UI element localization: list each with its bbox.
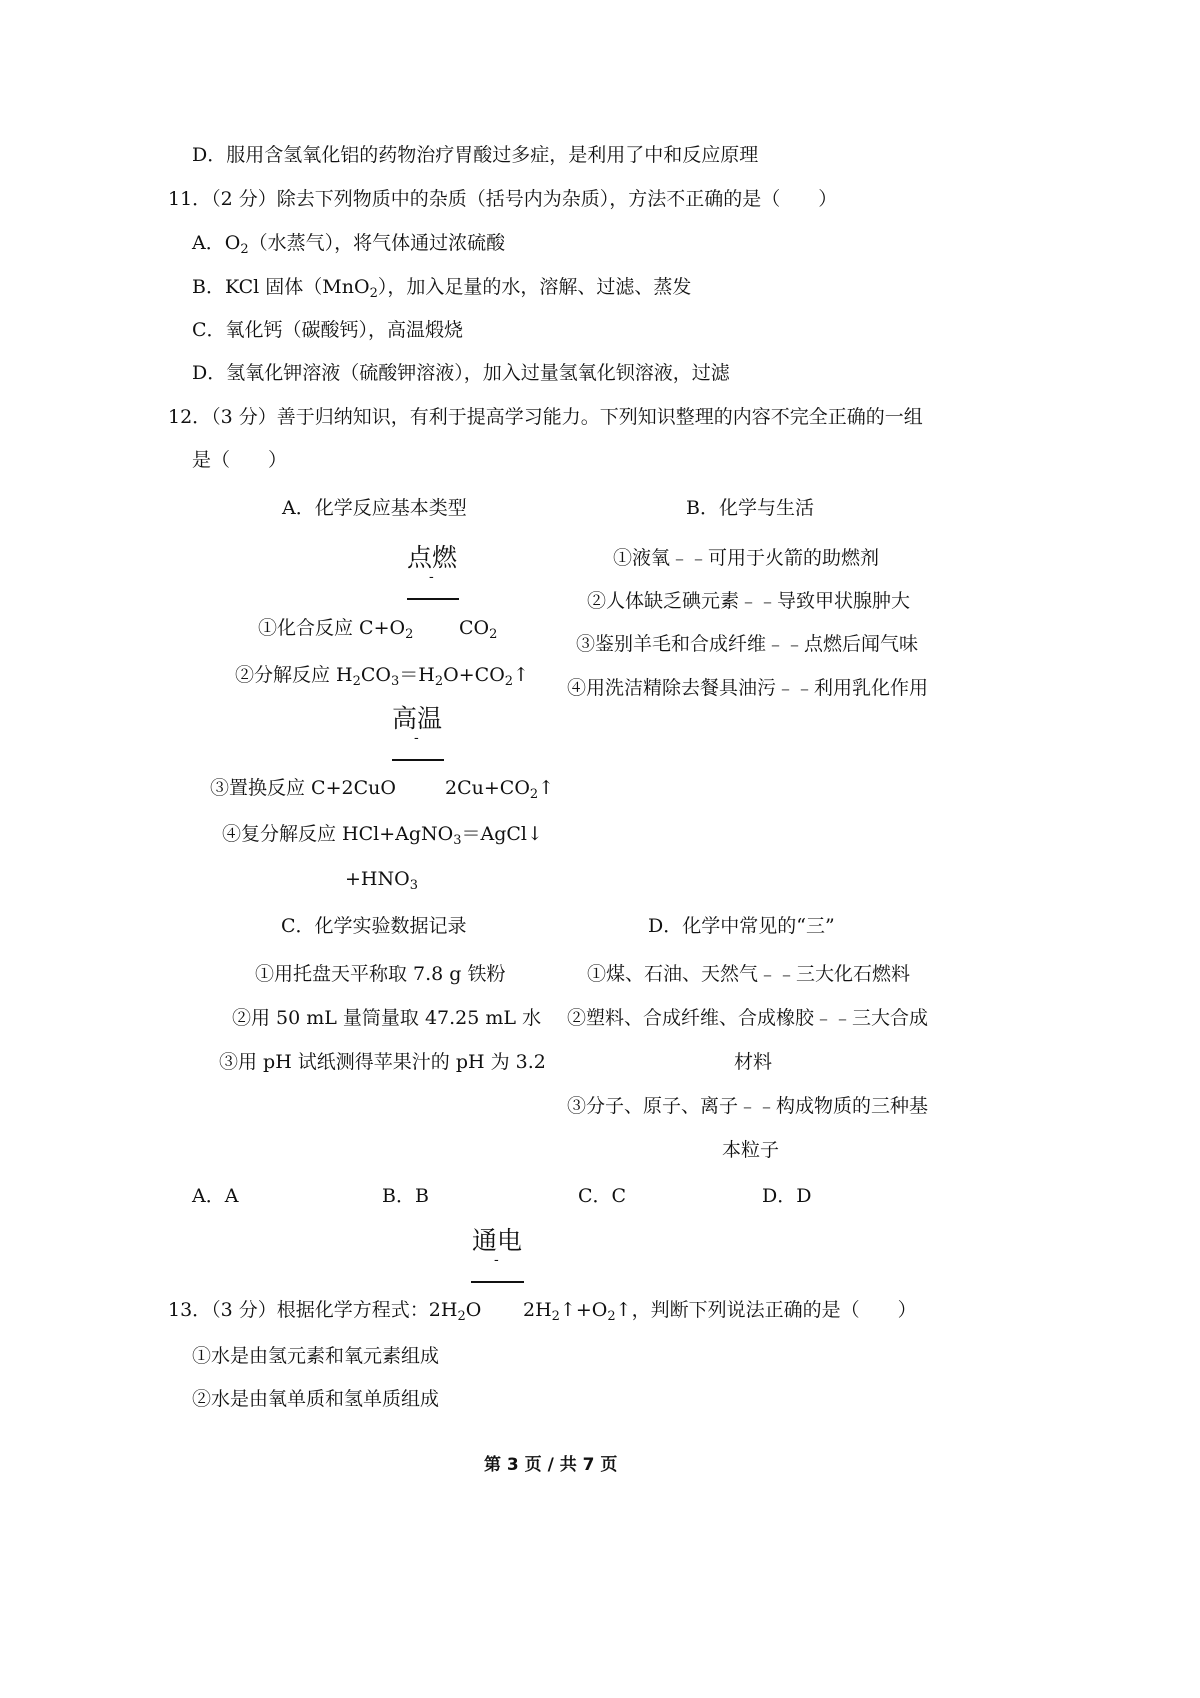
box-b-item: ④用洗洁精除去餐具油污﹣﹣利用乳化作用 bbox=[567, 677, 929, 699]
box-d-item: 本粒子 bbox=[722, 1139, 780, 1161]
box-a-item2: ②分解反应 $H_2CO_3=H_2O+CO_2↑$ bbox=[235, 664, 529, 689]
q12-option-c: C．C bbox=[578, 1185, 627, 1207]
box-c-item: ③用 pH 试纸测得苹果汁的 pH 为 3.2 bbox=[219, 1051, 546, 1073]
q11-stem: 11．（2 分）除去下列物质中的杂质（括号内为杂质），方法不正确的是（ ） bbox=[168, 188, 838, 210]
q12-option-a: A．A bbox=[192, 1185, 239, 1207]
equation-bar bbox=[392, 759, 444, 761]
q13-item: ②水是由氧单质和氢单质组成 bbox=[192, 1388, 440, 1410]
box-a-condition-heat: 高温 bbox=[392, 704, 443, 733]
equation-bar bbox=[471, 1281, 524, 1283]
condition-tick: - bbox=[494, 1252, 499, 1268]
box-a-item1: ①化合反应 $C+O_2$ bbox=[258, 617, 414, 642]
condition-tick: - bbox=[429, 569, 434, 585]
box-d-item: ②塑料、合成纤维、合成橡胶﹣﹣三大合成 bbox=[567, 1007, 929, 1029]
box-d-title: D．化学中常见的“三” bbox=[648, 915, 835, 937]
q12-option-d: D．D bbox=[762, 1185, 812, 1207]
q13-stem-right: $2H_2↑+O_2↑$，判断下列说法正确的是（ ） bbox=[523, 1299, 917, 1324]
box-c-item: ②用 50 mL 量筒量取 47.25 mL 水 bbox=[232, 1007, 542, 1029]
q10-option-d: D．服用含氢氧化铝的药物治疗胃酸过多症，是利用了中和反应原理 bbox=[192, 144, 759, 166]
box-c-item: ①用托盘天平称取 7.8 g 铁粉 bbox=[255, 963, 506, 985]
box-a-item4-cont: $+HNO_3$ bbox=[345, 868, 418, 893]
q11-option-a: A．$O_2$（水蒸气），将气体通过浓硫酸 bbox=[192, 232, 506, 257]
box-d-item: 材料 bbox=[734, 1051, 773, 1073]
q12-stem-line2: 是（ ） bbox=[192, 449, 288, 471]
box-b-item: ①液氧﹣﹣可用于火箭的助燃剂 bbox=[613, 547, 880, 569]
box-a-item4: ④复分解反应 HCl+AgNO$_3$＝AgCl↓ bbox=[222, 823, 543, 848]
q11-option-c: C．氧化钙（碳酸钙），高温煅烧 bbox=[192, 319, 464, 341]
box-d-item: ①煤、石油、天然气﹣﹣三大化石燃料 bbox=[587, 963, 911, 985]
q11-option-d: D．氢氧化钾溶液（硫酸钾溶液），加入过量氢氧化钡溶液，过滤 bbox=[192, 362, 730, 384]
box-a-item3-product: $2Cu+CO_2↑$ bbox=[445, 777, 555, 802]
box-b-title: B．化学与生活 bbox=[686, 497, 814, 519]
box-a-item3: ③置换反应 C+2CuO bbox=[210, 777, 396, 799]
q11-option-b: B．KCl 固体（MnO$_2$），加入足量的水，溶解、过滤、蒸发 bbox=[192, 276, 692, 301]
q13-item: ①水是由氢元素和氧元素组成 bbox=[192, 1345, 440, 1367]
condition-tick: - bbox=[414, 730, 419, 746]
box-a-item1-product: $CO_2$ bbox=[459, 617, 498, 642]
q13-condition-electrolysis: 通电 bbox=[472, 1226, 523, 1255]
equation-bar bbox=[407, 598, 459, 600]
page-footer: 第 3 页 / 共 7 页 bbox=[484, 1455, 618, 1475]
q13-stem-left: 13．（3 分）根据化学方程式：$2H_2O$ bbox=[168, 1299, 482, 1324]
box-c-title: C．化学实验数据记录 bbox=[281, 915, 467, 937]
box-a-condition-ignite: 点燃 bbox=[407, 543, 458, 572]
box-d-item: ③分子、原子、离子﹣﹣构成物质的三种基 bbox=[567, 1095, 929, 1117]
box-b-item: ②人体缺乏碘元素﹣﹣导致甲状腺肿大 bbox=[587, 590, 911, 612]
box-b-item: ③鉴别羊毛和合成纤维﹣﹣点燃后闻气味 bbox=[576, 633, 919, 655]
q12-stem-line1: 12．（3 分）善于归纳知识，有利于提高学习能力。下列知识整理的内容不完全正确的一组 bbox=[168, 406, 923, 428]
q12-option-b: B．B bbox=[382, 1185, 429, 1207]
box-a-title: A．化学反应基本类型 bbox=[282, 497, 467, 519]
